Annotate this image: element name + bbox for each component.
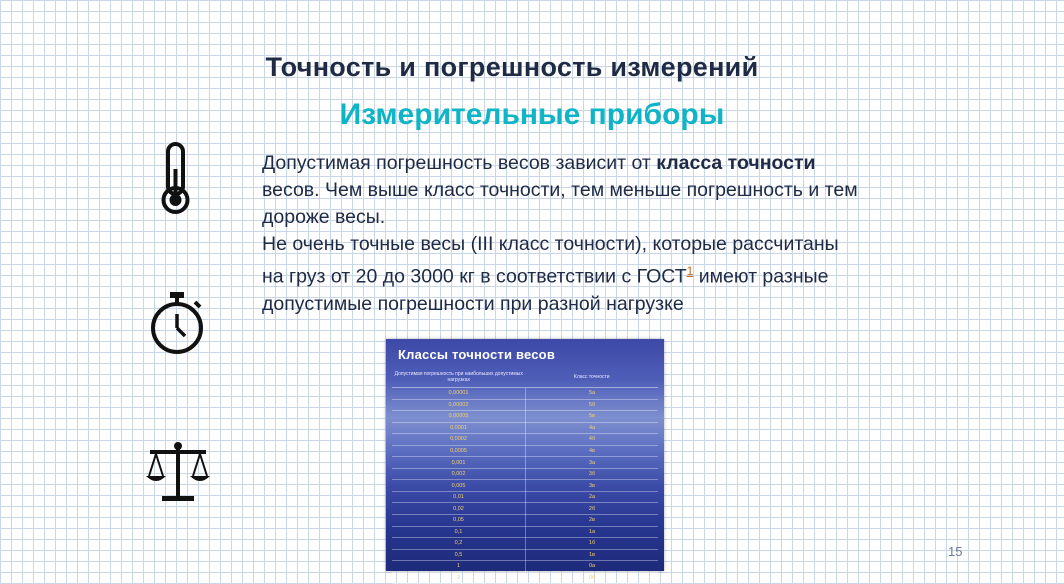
table-row (392, 538, 658, 550)
table-cell-error: 0,02 (392, 503, 526, 515)
table-cell-class: 2б (526, 503, 659, 515)
table-cell-class: 0a (526, 561, 659, 573)
table-cell-error: 0,002 (392, 468, 526, 480)
table-title: Классы точности весов (398, 347, 556, 362)
table-row (392, 434, 658, 446)
table-cell-class: 5в (526, 411, 659, 423)
table-cell-class: 3б (526, 468, 659, 480)
table-cell-error: 0,0002 (392, 434, 526, 446)
table-row (392, 480, 658, 492)
table-cell-error: 0,0005 (392, 445, 526, 457)
table-row (392, 422, 658, 434)
paragraph1-text-a: Допустимая погрешность весов зависит от (262, 152, 657, 174)
table-cell-class: 1a (526, 526, 659, 538)
table-row (392, 515, 658, 527)
table-cell-error: 2 (392, 572, 526, 584)
paragraph2-text-a: Не очень точные весы (III класс точности), которые рассчитаны на груз от 20 до 3000 кг в соответствии с ГОСТ (262, 233, 839, 288)
accuracy-classes-table (392, 367, 658, 584)
table-cell-error: 0,00005 (392, 411, 526, 423)
table-row (392, 561, 658, 573)
table-cell-error: 0,005 (392, 480, 526, 492)
table-cell-class: 5б (526, 399, 659, 411)
scales-icon (144, 438, 212, 506)
table-header-class: Класс точности (526, 367, 659, 388)
slide-title: Точность и погрешность измерений (265, 52, 759, 82)
table-row (392, 503, 658, 515)
footnote-link[interactable]: 1 (686, 264, 694, 278)
table-cell-class: 4в (526, 445, 659, 457)
table-cell-class: 2a (526, 491, 659, 503)
table-cell-error: 0,05 (392, 515, 526, 527)
table-cell-class: 5a (526, 388, 659, 400)
body-text (262, 150, 862, 318)
table-cell-class: 0б (526, 572, 659, 584)
table-cell-error: 0,00001 (392, 388, 526, 400)
paragraph1-text-b: весов. Чем выше класс точности, тем меньше погрешность и тем дороже весы. (262, 179, 858, 228)
table-row (392, 411, 658, 423)
table-cell-class: 2в (526, 515, 659, 527)
slide-subtitle: Измерительные приборы (339, 98, 725, 131)
table-cell-class: 4a (526, 422, 659, 434)
table-row (392, 572, 658, 584)
table-row (392, 445, 658, 457)
table-row (392, 399, 658, 411)
table-cell-error: 0,01 (392, 491, 526, 503)
table-cell-class: 4б (526, 434, 659, 446)
table-cell-class: 3в (526, 480, 659, 492)
thermometer-icon (156, 141, 196, 217)
table-cell-error: 0,1 (392, 526, 526, 538)
table-cell-error: 1 (392, 561, 526, 573)
paragraph2-text-b: имеют разные допустимые погрешности при разной нагрузке (262, 265, 829, 315)
table-row (392, 526, 658, 538)
table-cell-class: 3a (526, 457, 659, 469)
table-cell-error: 0,0001 (392, 422, 526, 434)
table-header-row (392, 367, 658, 388)
paragraph1-bold: класса точности (656, 152, 816, 174)
table-cell-class: 1б (526, 538, 659, 550)
paragraph-accuracy-class (262, 150, 862, 231)
table-header-error: Допустимая погрешность при наибольших допустимых нагрузках (392, 367, 526, 388)
table-cell-class: 1в (526, 549, 659, 561)
table-row (392, 491, 658, 503)
table-cell-error: 0,2 (392, 538, 526, 550)
table-row (392, 457, 658, 469)
accuracy-classes-table-image (386, 339, 664, 582)
table-row (392, 468, 658, 480)
table-row (392, 549, 658, 561)
paragraph-class-iii (262, 231, 862, 318)
table-cell-error: 0,00002 (392, 399, 526, 411)
table-cell-error: 0,5 (392, 549, 526, 561)
table-row (392, 388, 658, 400)
page-number: 15 (948, 544, 963, 559)
stopwatch-icon (146, 290, 208, 358)
table-cell-error: 0,001 (392, 457, 526, 469)
